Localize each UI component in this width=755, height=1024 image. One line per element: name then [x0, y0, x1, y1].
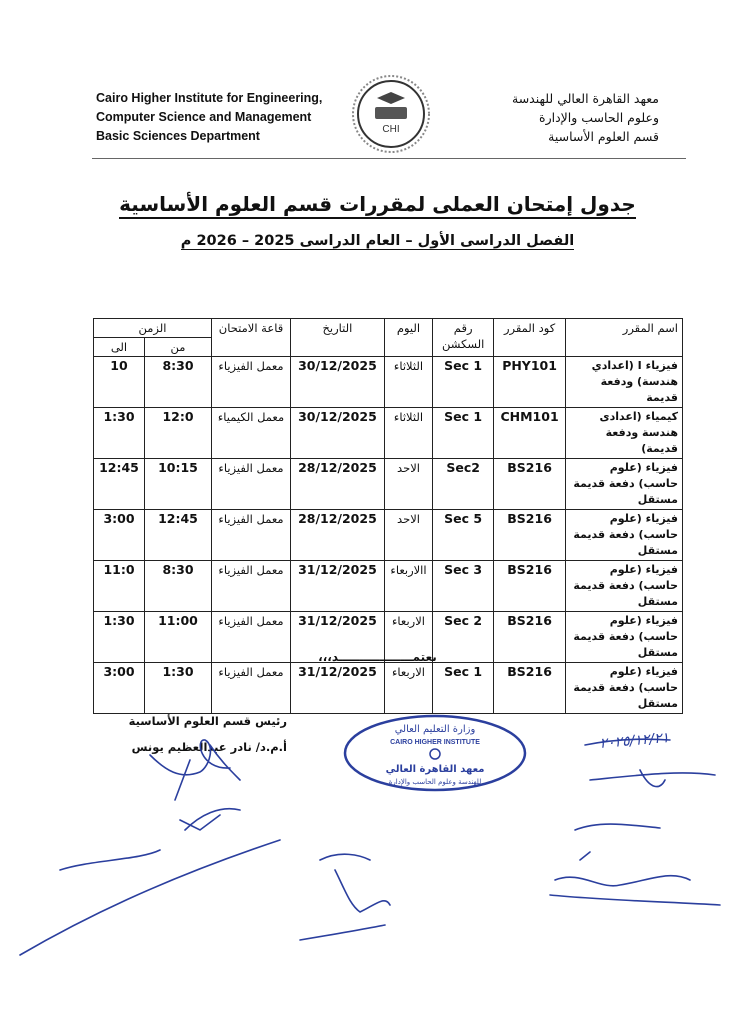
signature-middle [300, 854, 390, 940]
section-cell: Sec 1 [433, 408, 494, 459]
from-time-cell: 12:0 [145, 408, 212, 459]
section-cell: Sec2 [433, 459, 494, 510]
to-time-cell: 1:30 [94, 612, 145, 663]
section-cell: Sec 3 [433, 561, 494, 612]
course-name-cell: فيزياء (علوم حاسب) دفعة قديمة مستقل [566, 459, 683, 510]
to-time-cell: 12:45 [94, 459, 145, 510]
date-cell: 30/12/2025 [291, 408, 385, 459]
from-time-cell: 1:30 [145, 663, 212, 714]
course-code-cell: BS216 [494, 459, 566, 510]
course-code-cell: BS216 [494, 561, 566, 612]
day-cell: الاحد [384, 510, 432, 561]
section-cell: Sec 1 [433, 663, 494, 714]
title-text: جدول إمتحان العملى لمقررات قسم العلوم الأساسية [119, 192, 636, 219]
header-line: قسم العلوم الأساسية [548, 129, 659, 144]
stamp-bottom-text: معهد القاهرة العالي [385, 764, 485, 775]
svg-text:٢٠٢٥/١٢/٢١: ٢٠٢٥/١٢/٢١ [598, 729, 670, 752]
signature-right-3 [550, 876, 720, 905]
day-cell: الثلاثاء [384, 408, 432, 459]
date-cell: 31/12/2025 [291, 561, 385, 612]
signatory-name: أ.م.د/ نادر عبدالعظيم يونس [131, 740, 287, 754]
room-cell: معمل الفيزياء [212, 459, 291, 510]
course-name-cell: فيزياء (علوم حاسب) دفعة قديمة مستقل [566, 612, 683, 663]
header-course-code: كود المقرر [494, 319, 566, 357]
header-day: اليوم [384, 319, 432, 357]
header-line: Computer Science and Management [96, 110, 312, 124]
room-cell: معمل الفيزياء [212, 357, 291, 408]
course-name-cell: فيزياء (علوم حاسب) دفعة قديمة مستقل [566, 663, 683, 714]
header-section: رقم السكشن [433, 319, 494, 357]
header-line: Basic Sciences Department [96, 129, 260, 143]
room-cell: معمل الكيمياء [212, 408, 291, 459]
header-from: من [145, 338, 212, 357]
approval-text: يعتمــــــــــــــــــد،،، [318, 650, 437, 664]
signatory-title: رئيس قسم العلوم الأساسية [128, 714, 287, 728]
room-cell: معمل الفيزياء [212, 561, 291, 612]
subtitle-text: الفصل الدراسى الأول – العام الدراسى 2025 – 2026 م [180, 233, 575, 249]
section-cell: Sec 5 [433, 510, 494, 561]
from-time-cell: 8:30 [145, 561, 212, 612]
room-cell: معمل الفيزياء [212, 663, 291, 714]
date-cell: 31/12/2025 [291, 663, 385, 714]
room-cell: معمل الفيزياء [212, 612, 291, 663]
date-cell: 28/12/2025 [291, 510, 385, 561]
to-time-cell: 3:00 [94, 663, 145, 714]
day-cell: الاربعاء [384, 612, 432, 663]
to-time-cell: 10 [94, 357, 145, 408]
header-to: الى [94, 338, 145, 357]
header-line: Cairo Higher Institute for Engineering, [96, 91, 323, 105]
day-cell: الاحد [384, 459, 432, 510]
date-cell: 30/12/2025 [291, 357, 385, 408]
from-time-cell: 10:15 [145, 459, 212, 510]
to-time-cell: 11:0 [94, 561, 145, 612]
course-code-cell: CHM101 [494, 408, 566, 459]
stamp-english-text: CAIRO HIGHER INSTITUTE [390, 739, 480, 746]
day-cell: الثلاثاء [384, 357, 432, 408]
stamp-bottom2-text: للهندسة وعلوم الحاسب والإدارة [388, 778, 482, 786]
header-line: وعلوم الحاسب والإدارة [539, 110, 659, 125]
to-time-cell: 3:00 [94, 510, 145, 561]
course-code-cell: PHY101 [494, 357, 566, 408]
header-time: الزمن [94, 319, 212, 338]
to-time-cell: 1:30 [94, 408, 145, 459]
course-name-cell: فيزياء I (اعدادي هندسة) ودفعة قديمة [566, 357, 683, 408]
day-cell: الاربعاء [384, 663, 432, 714]
from-time-cell: 8:30 [145, 357, 212, 408]
signature-right-2 [575, 824, 660, 860]
course-code-cell: BS216 [494, 510, 566, 561]
header-date: التاريخ [291, 319, 385, 357]
header-course-name: اسم المقرر [566, 319, 683, 357]
course-name-cell: فيزياء (علوم حاسب) دفعة قديمة مستقل [566, 510, 683, 561]
course-name-cell: كيمياء (اعدادى هندسة ودفعة قديمة) [566, 408, 683, 459]
from-time-cell: 12:45 [145, 510, 212, 561]
section-cell: Sec 2 [433, 612, 494, 663]
course-code-cell: BS216 [494, 663, 566, 714]
section-cell: Sec 1 [433, 357, 494, 408]
date-cell: 28/12/2025 [291, 459, 385, 510]
header-line: معهد القاهرة العالي للهندسة [512, 91, 659, 106]
course-name-cell: فيزياء (علوم حاسب) دفعة قديمة مستقل [566, 561, 683, 612]
day-cell: االاربعاء [384, 561, 432, 612]
from-time-cell: 11:00 [145, 612, 212, 663]
signature-head [20, 740, 280, 955]
course-code-cell: BS216 [494, 612, 566, 663]
stamp-top-text: وزارة التعليم العالي [394, 724, 476, 735]
room-cell: معمل الفيزياء [212, 510, 291, 561]
date-cell: 31/12/2025 [291, 612, 385, 663]
header-room: قاعة الامتحان [212, 319, 291, 357]
svg-text:CHI: CHI [382, 124, 400, 135]
